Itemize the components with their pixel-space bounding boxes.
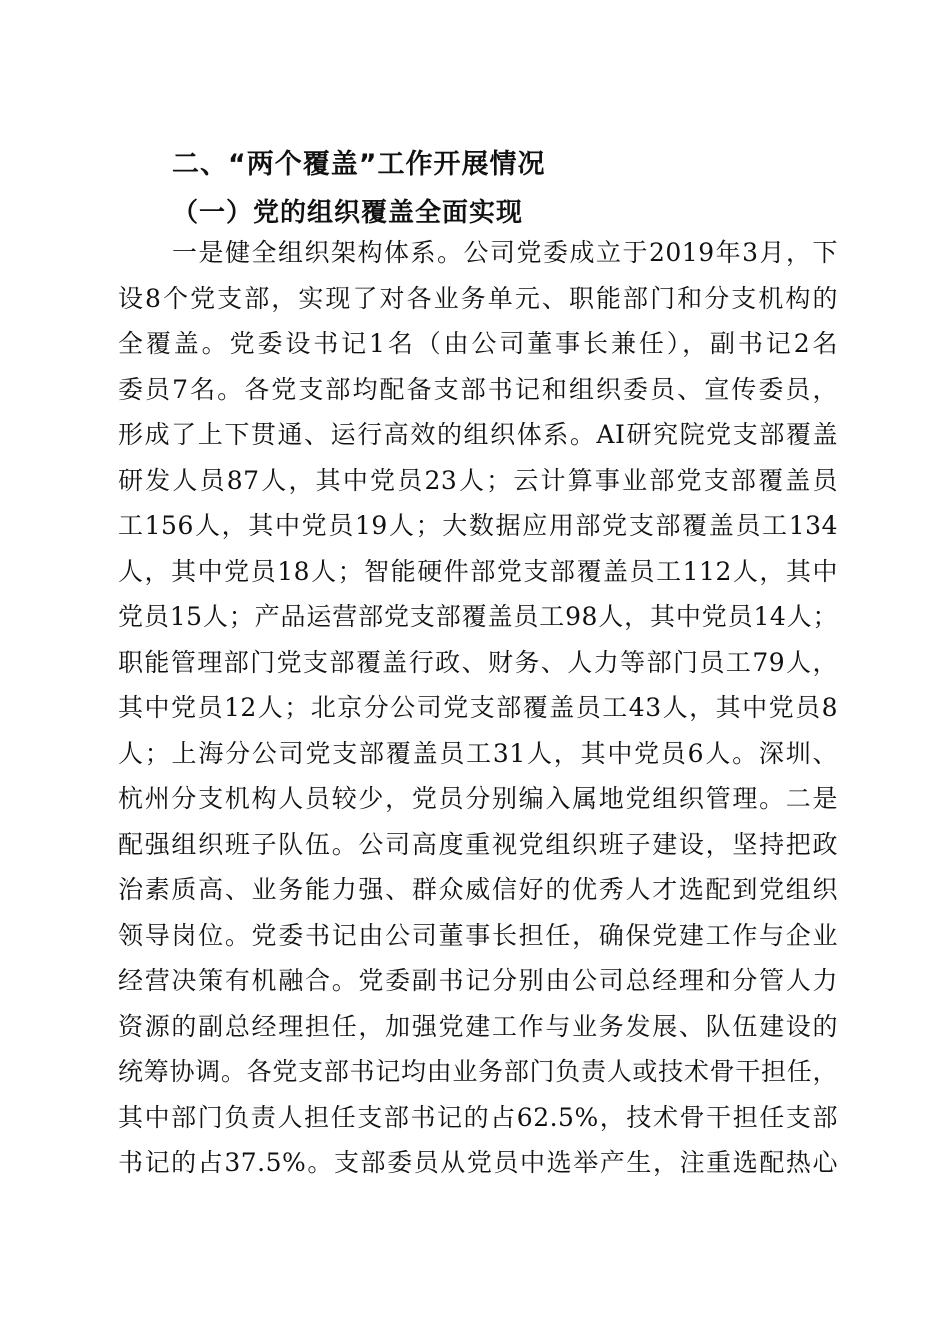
paragraph-line: 形成了上下贯通、运行高效的组织体系。AI研究院党支部覆盖 <box>118 420 838 449</box>
paragraph-line: 经营决策有机融合。党委副书记分别由公司总经理和分管人力 <box>118 966 838 995</box>
section-heading: 二、“两个覆盖”工作开展情况 <box>172 149 546 180</box>
paragraph-line: 配强组织班子队伍。公司高度重视党组织班子建设，坚持把政 <box>118 829 838 859</box>
paragraph-line: 委员7名。各党支部均配备支部书记和组织委员、宣传委员， <box>118 374 838 404</box>
paragraph-line: 治素质高、业务能力强、群众威信好的优秀人才选配到党组织 <box>118 875 838 904</box>
paragraph-line: 一是健全组织架构体系。公司党委成立于2019年3月，下 <box>172 238 838 267</box>
paragraph-line: 杭州分支机构人员较少，党员分别编入属地党组织管理。二是 <box>118 784 838 813</box>
paragraph-line: 研发人员87人，其中党员23人；云计算事业部党支部覆盖员 <box>118 465 838 495</box>
paragraph-line: 全覆盖。党委设书记1名（由公司董事长兼任），副书记2名 <box>118 329 838 358</box>
paragraph-line: 其中党员12人；北京分公司党支部覆盖员工43人，其中党员8 <box>118 693 838 722</box>
paragraph-line: 设8个党支部，实现了对各业务单元、职能部门和分支机构的 <box>118 283 838 313</box>
paragraph-line: 工156人，其中党员19人；大数据应用部党支部覆盖员工134 <box>118 511 838 540</box>
paragraph-line: 统筹协调。各党支部书记均由业务部门负责人或技术骨干担任， <box>118 1057 838 1086</box>
subsection-heading: （一）党的组织覆盖全面实现 <box>172 198 524 228</box>
paragraph-line: 其中部门负责人担任支部书记的占62.5%，技术骨干担任支部 <box>118 1102 838 1132</box>
paragraph-line: 资源的副总经理担任，加强党建工作与业务发展、队伍建设的 <box>118 1011 838 1041</box>
paragraph-line: 人，其中党员18人；智能硬件部党支部覆盖员工112人，其中 <box>118 556 838 586</box>
paragraph-line: 书记的占37.5%。支部委员从党员中选举产生，注重选配热心 <box>118 1148 838 1177</box>
paragraph-line: 党员15人；产品运营部党支部覆盖员工98人，其中党员14人； <box>118 602 838 631</box>
paragraph-line: 人；上海分公司党支部覆盖员工31人，其中党员6人。深圳、 <box>118 738 838 768</box>
body-paragraph <box>118 230 838 1186</box>
paragraph-line: 领导岗位。党委书记由公司董事长担任，确保党建工作与企业 <box>118 920 838 950</box>
paragraph-line: 职能管理部门党支部覆盖行政、财务、人力等部门员工79人， <box>118 647 838 677</box>
